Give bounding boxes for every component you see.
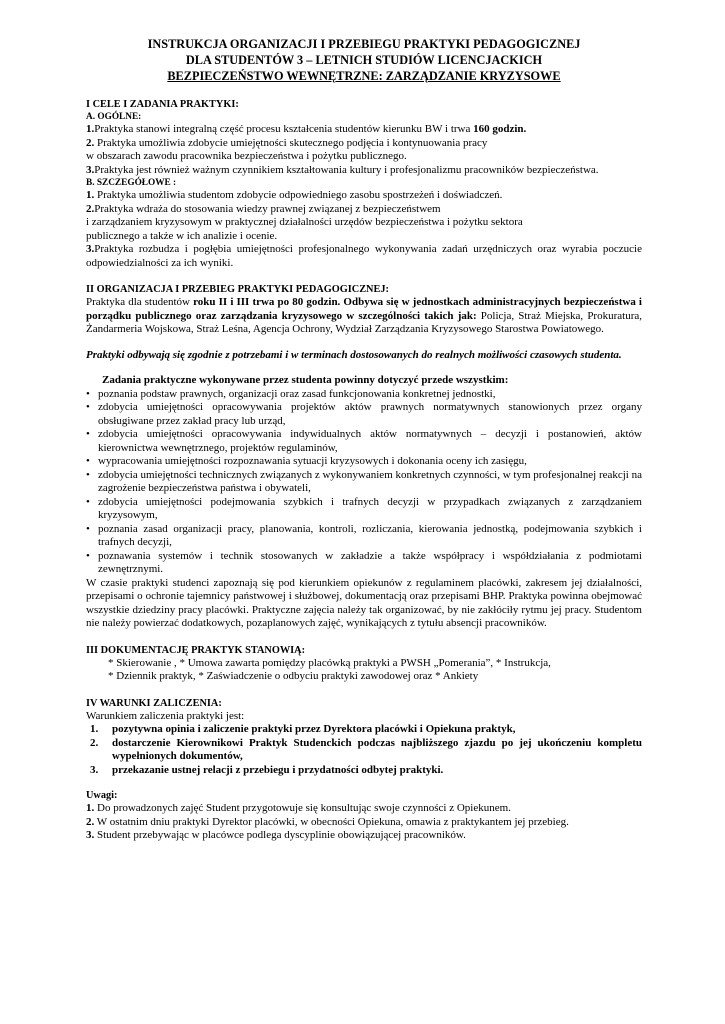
task-text: zdobycia umiejętności podejmowania szybkich i trafnych decyzji w przypadkach związanych z zarządzaniem kryzysowym, xyxy=(98,495,642,521)
note-text: W ostatnim dniu praktyki Dyrektor placówki, w obecności Opiekuna, omawia z praktykantem jej przebieg. xyxy=(94,815,569,828)
requirements-intro: Warunkiem zaliczenia praktyki jest: xyxy=(86,709,245,722)
notes-section xyxy=(86,790,642,843)
general-goal-1 xyxy=(86,123,642,137)
detailed-goals-label: B. SZCZEGÓŁOWE : xyxy=(86,178,177,188)
detailed-goal-3 xyxy=(86,243,642,270)
goal-text: Praktyka wdraża do stosowania wiedzy prawnej związanej z bezpieczeństwem xyxy=(94,202,441,215)
bullet-icon: • xyxy=(86,522,90,535)
note-number: 3. xyxy=(86,829,95,841)
detailed-goal-2-cont2: publicznego a także w ich analizie i ocenie. xyxy=(86,229,278,242)
task-item xyxy=(86,388,642,402)
goal-number: 2. xyxy=(86,202,95,215)
task-text: poznania podstaw prawnych, organizacji oraz zasad funkcjonowania konkretnej jednostki, xyxy=(98,387,496,400)
task-item xyxy=(86,428,642,455)
documentation-line-1: * Skierowanie , * Umowa zawarta pomiędzy placówką praktyki a PWSH „Pomerania”, * Instrukcja, xyxy=(108,656,551,669)
section-organization-heading: II ORGANIZACJA I PRZEBIEG PRAKTYKI PEDAGOGICZNEJ: xyxy=(86,284,389,295)
goal-number: 2. xyxy=(86,136,95,149)
note-item xyxy=(86,802,642,816)
note-number: 2. xyxy=(86,815,95,828)
section-documentation-heading: III DOKUMENTACJĘ PRAKTYK STANOWIĄ: xyxy=(86,644,306,656)
goal-number: 1. xyxy=(86,189,95,201)
note-text: Student przebywając w placówce podlega dyscyplinie obowiązującej pracowników. xyxy=(94,829,466,841)
notes-heading: Uwagi: xyxy=(86,790,118,801)
goal-number: 1. xyxy=(86,123,95,135)
document-title xyxy=(86,36,642,84)
task-text: zdobycia umiejętności technicznych związanych z wykonywaniem konkretnych czynności, w tym profesjonalnej reakcji na zagrożenie bezpieczeństwa państwa i obywateli, xyxy=(98,468,642,494)
title-line-3: BEZPIECZEŃSTWO WEWNĘTRZNE: ZARZĄDZANIE KRYZYSOWE xyxy=(167,69,561,83)
note-item xyxy=(86,816,642,830)
goal-text: Praktyka stanowi integralną część procesu kształcenia studentów kierunku BW i trwa xyxy=(94,123,474,135)
note-text: Do prowadzonych zajęć Student przygotowuje się konsultując swoje czynności z Opiekunem. xyxy=(94,802,511,814)
task-item xyxy=(86,550,642,577)
task-item xyxy=(86,496,642,523)
task-text: poznawania systemów i technik stosowanych w zakładzie a także współpracy i współdziałania z podmiotami zewnętrznymi. xyxy=(98,549,642,575)
requirement-text: dostarczenie Kierownikowi Praktyk Studenckich podczas najbliższego zjazdu po jej ukończeniu kompletu wypełnionych dokumentów, xyxy=(112,736,642,762)
section-documentation xyxy=(86,644,642,684)
section-requirements-heading: IV WARUNKI ZALICZENIA: xyxy=(86,697,222,709)
tasks-heading: Zadania praktyczne wykonywane przez studenta powinny dotyczyć przede wszystkim: xyxy=(102,374,509,386)
section-organization xyxy=(86,283,642,631)
task-item xyxy=(86,455,642,469)
bullet-icon: • xyxy=(86,549,90,562)
requirement-item xyxy=(86,737,642,764)
section-goals-heading: I CELE I ZADANIA PRAKTYKI: xyxy=(86,99,239,110)
task-text: zdobycia umiejętności opracowywania indywidualnych aktów normatywnych – decyzji i postanowień, aktów kierownictwa wewnętrznego, projektów regulaminów, xyxy=(98,428,642,454)
requirement-text: pozytywna opinia i zaliczenie praktyki przez Dyrektora placówki i Opiekuna praktyk, xyxy=(112,723,516,735)
scheduling-note: Praktyki odbywają się zgodnie z potrzebami i w terminach dostosowanych do realnych możliwości czasowych studenta. xyxy=(86,348,622,361)
general-goal-2-cont: w obszarach zawodu pracownika bezpieczeństwa i pożytku publicznego. xyxy=(86,150,407,162)
title-line-1: INSTRUKCJA ORGANIZACJI I PRZEBIEGU PRAKTYKI PEDAGOGICZNEJ xyxy=(147,37,581,51)
general-goal-3 xyxy=(86,164,642,178)
requirement-item xyxy=(86,764,642,778)
detailed-goal-2 xyxy=(86,203,642,217)
bullet-icon: • xyxy=(86,428,90,440)
goal-text: Praktyka jest również ważnym czynnikiem kształtowania kultury i profesjonalizmu pracowników bezpieczeństwa. xyxy=(94,163,599,176)
paragraph-bold-text: roku II i III trwa po 80 godzin. Odbywa się w jednostkach administracyjnych bezpieczeństwa i porządku publicznego oraz zarządzania kryzysowego w szczególności takich jak: xyxy=(86,296,642,322)
practice-closing-paragraph: W czasie praktyki studenci zapoznają się pod kierunkiem opiekunów z regulaminem placówki, zakresem jej działalności, przepisami o ochronie tajemnicy państwowej i służbowej, dokumentacją oraz przepisami BHP. Praktyka powinna obejmować wszystkie dziedziny pracy placówki. Praktyczne zajęcia należy tak organizować, by nie zakłóciły rytmu jej pracy. Studentom nie należy powierzać dodatkowych, pozaplanowych zajęć, wynikających z tytułu absencji pracowników. xyxy=(86,576,642,629)
bullet-icon: • xyxy=(86,495,90,508)
goal-number: 3. xyxy=(86,243,95,255)
paragraph-text-end: Policja, Straż Miejska, Prokuratura, Żandarmeria Wojskowa, Straż Leśna, Agencja Ochrony, Wydział Zarządzania Kryzysowego Starostwa Powiatowego. xyxy=(86,309,642,335)
section-goals xyxy=(86,98,642,270)
note-number: 1. xyxy=(86,802,95,814)
organization-paragraph xyxy=(86,296,642,337)
documentation-line-2: * Dziennik praktyk, * Zaświadczenie o odbyciu praktyki zawodowej oraz * Ankiety xyxy=(108,670,479,682)
goal-text: Praktyka rozbudza i pogłębia umiejętności profesjonalnego wykonywania zadań urzędniczych oraz wyrabia poczucie odpowiedzialności za ich wyniki. xyxy=(86,243,642,269)
title-line-2: DLA STUDENTÓW 3 – LETNICH STUDIÓW LICENCJACKICH xyxy=(185,53,543,67)
goal-text: Praktyka umożliwia zdobycie umiejętności skutecznego podjęcia i kontynuowania pracy xyxy=(94,136,488,149)
task-text: poznania zasad organizacji pracy, planowania, kontroli, rozliczania, kierowania jednostką, podejmowania szybkich i trafnych decyzji, xyxy=(98,522,642,548)
requirements-list xyxy=(86,723,642,777)
requirement-number: 2. xyxy=(90,736,99,749)
bullet-icon: • xyxy=(86,387,90,400)
bullet-icon: • xyxy=(86,455,90,467)
note-item xyxy=(86,829,642,843)
general-goals-label: A. OGÓLNE: xyxy=(86,112,142,122)
requirement-item xyxy=(86,723,642,737)
goal-number: 3. xyxy=(86,163,95,176)
paragraph-text: Praktyka dla studentów xyxy=(86,296,194,308)
task-item xyxy=(86,401,642,428)
tasks-list xyxy=(86,388,642,577)
requirement-number: 3. xyxy=(90,763,99,776)
requirement-text: przekazanie ustnej relacji z przebiegu i przydatności odbytej praktyki. xyxy=(112,763,444,776)
general-goal-2 xyxy=(86,137,642,151)
task-text: wypracowania umiejętności rozpoznawania sytuacji kryzysowych i dokonania oceny ich zasięgu, xyxy=(98,455,527,467)
section-requirements xyxy=(86,697,642,778)
requirement-number: 1. xyxy=(90,723,99,735)
task-item xyxy=(86,523,642,550)
bullet-icon: • xyxy=(86,401,90,413)
document-page xyxy=(86,36,642,843)
detailed-goal-1 xyxy=(86,189,642,203)
goal-hours: 160 godzin. xyxy=(473,123,527,135)
task-item xyxy=(86,469,642,496)
goal-text: Praktyka umożliwia studentom zdobycie odpowiedniego zasobu spostrzeżeń i doświadczeń. xyxy=(94,189,503,201)
task-text: zdobycia umiejętności opracowywania projektów aktów prawnych normatywnych stanowionych przez organy obsługiwane przez zakład pracy lub urząd, xyxy=(98,401,642,427)
detailed-goal-2-cont: i zarządzaniem kryzysowym w praktycznej działalności urzędów bezpieczeństwa i pożytku sektora xyxy=(86,216,523,228)
bullet-icon: • xyxy=(86,468,90,481)
